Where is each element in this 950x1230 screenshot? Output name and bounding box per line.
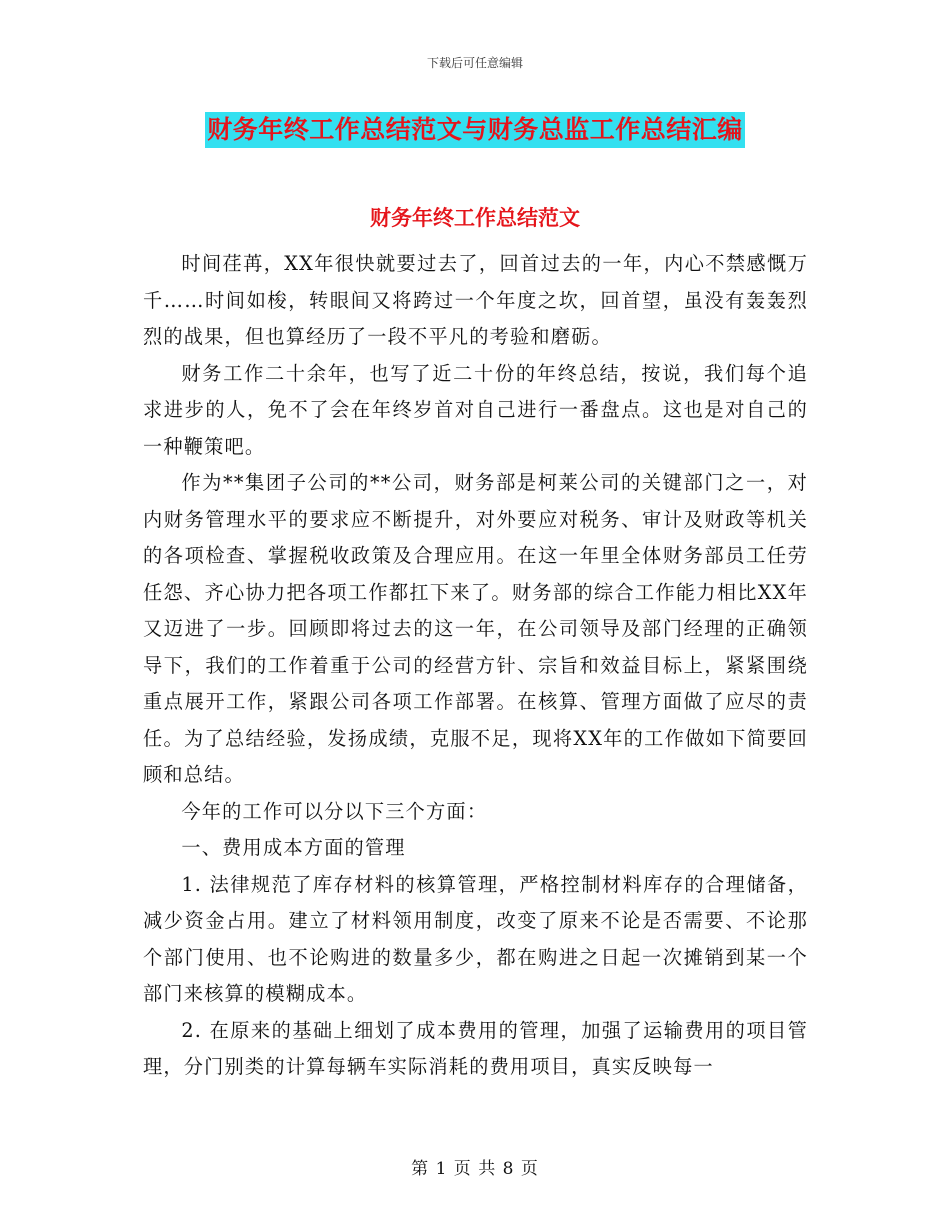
section-title: 财务年终工作总结范文 <box>370 205 580 230</box>
paragraph: 财务工作二十余年，也写了近二十份的年终总结，按说，我们每个追求进步的人，免不了会在年终岁首对自己进行一番盘点。这也是对自己的一种鞭策吧。 <box>143 361 808 458</box>
paragraph: 作为**集团子公司的**公司，财务部是柯莱公司的关键部门之一，对内财务管理水平的要求应不断提升，对外要应对税务、审计及财政等机关的各项检查、掌握税收政策及合理应用。在这一年里全体财务部员工任劳任怨、齐心协力把各项工作都扛下来了。财务部的综合工作能力相比XX年又迈进了一步。回顾即将过去的这一年，在公司领导及部门经理的正确领导下，我们的工作着重于公司的经营方针、宗旨和效益目标上，紧紧围绕重点展开工作，紧跟公司各项工作部署。在核算、管理方面做了应尽的责任。为了总结经验，发扬成绩，克服不足，现将XX年的工作做如下简要回顾和总结。 <box>143 471 808 786</box>
header-note: 下载后可任意编辑 <box>426 56 523 70</box>
paragraph: 今年的工作可以分以下三个方面： <box>181 799 488 823</box>
main-title: 财务年终工作总结范文与财务总监工作总结汇编 <box>205 112 745 148</box>
paragraph: 一、费用成本方面的管理 <box>181 836 406 859</box>
paragraph: 时间荏苒，XX年很快就要过去了，回首过去的一年，内心不禁感慨万千……时间如梭，转眼间又将跨过一个年度之坎，回首望，虽没有轰轰烈烈的战果，但也算经历了一段不平凡的考验和磨砺。 <box>143 252 808 348</box>
paragraph: 2. 在原来的基础上细划了成本费用的管理，加强了运输费用的项目管理，分门别类的计算每辆车实际消耗的费用项目，真实反映每一 <box>143 1018 808 1078</box>
main-title-wrap <box>0 112 950 148</box>
body-text <box>143 246 808 1086</box>
paragraph: 1. 法律规范了库存材料的核算管理，严格控制材料库存的合理储备，减少资金占用。建立了材料领用制度，改变了原来不论是否需要、不论那个部门使用、也不论购进的数量多少，都在购进之日起一次摊销到某一个部门来核算的模糊成本。 <box>143 872 808 1005</box>
page-number-footer: 第 1 页 共 8 页 <box>411 1159 539 1179</box>
